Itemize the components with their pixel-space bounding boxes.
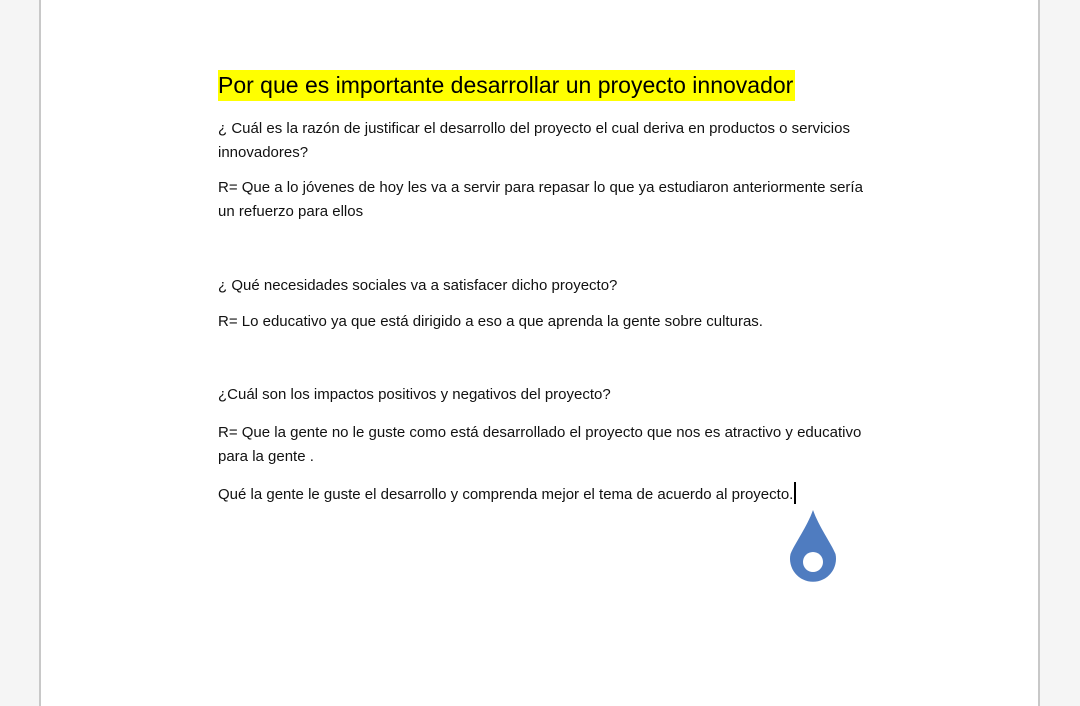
paragraph-question-2[interactable] bbox=[218, 274, 617, 298]
text-line-content: Qué la gente le guste el desarrollo y comprenda mejor el tema de acuerdo al proyecto. bbox=[218, 486, 794, 503]
text-line bbox=[218, 482, 796, 507]
paragraph-question-3[interactable] bbox=[218, 383, 611, 407]
drop-handle-icon bbox=[789, 509, 837, 587]
text-line: innovadores? bbox=[218, 144, 309, 161]
text-line: R= Que a lo jóvenes de hoy les va a servir para repasar lo que ya estudiaron anteriormente sería bbox=[218, 179, 863, 196]
paragraph-answer-3[interactable] bbox=[218, 421, 861, 469]
text-line: R= Que la gente no le guste como está desarrollado el proyecto que nos es atractivo y educativo bbox=[218, 424, 862, 441]
paragraph-answer-1[interactable] bbox=[218, 176, 863, 224]
text-line: R= Lo educativo ya que está dirigido a eso a que aprenda la gente sobre culturas. bbox=[218, 313, 763, 330]
paragraph-answer-2[interactable] bbox=[218, 310, 763, 334]
text-cursor bbox=[794, 482, 796, 504]
text-line: un refuerzo para ellos bbox=[218, 203, 364, 220]
document-heading[interactable]: Por que es importante desarrollar un proyecto innovador bbox=[218, 70, 795, 101]
touch-selection-handle[interactable] bbox=[789, 509, 837, 592]
paragraph-answer-3-continued[interactable] bbox=[218, 482, 796, 507]
document-page[interactable] bbox=[39, 0, 1040, 706]
paragraph-question-1[interactable] bbox=[218, 117, 850, 165]
text-line: para la gente . bbox=[218, 448, 314, 465]
text-line: ¿Cuál son los impactos positivos y negativos del proyecto? bbox=[218, 386, 611, 403]
text-line: ¿ Qué necesidades sociales va a satisfacer dicho proyecto? bbox=[218, 277, 618, 294]
text-line: ¿ Cuál es la razón de justificar el desarrollo del proyecto el cual deriva en productos o servicios bbox=[218, 120, 850, 137]
